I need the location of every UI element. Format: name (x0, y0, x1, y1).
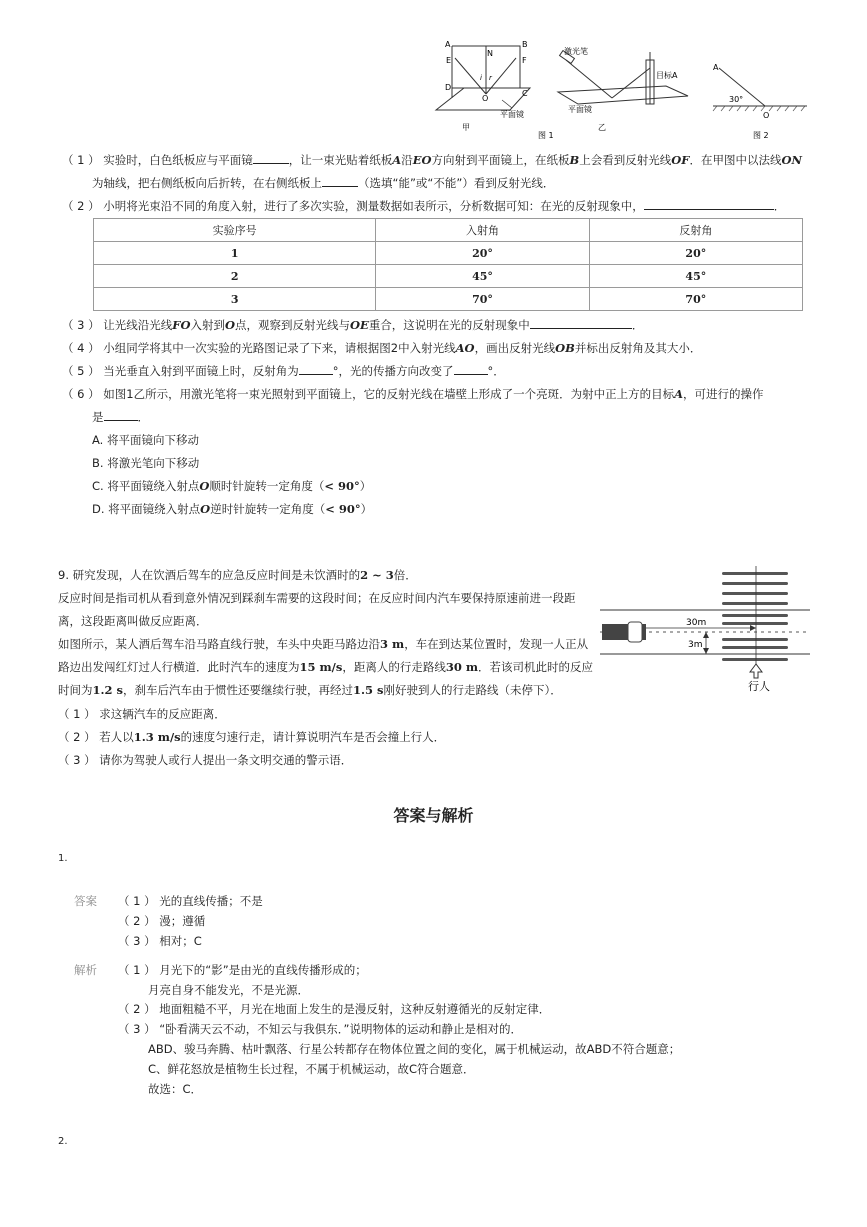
q9-line6: 时间为1.2 s，刹车后汽车由于惯性还要继续行驶，再经过1.5 s刚好驶到人的行走路线（未停下）． (58, 683, 562, 697)
distance-3m: 3m (688, 640, 703, 650)
jia-label-o: O (482, 94, 489, 103)
figure-1-yi (538, 46, 698, 140)
q8-s3: （ 3 ） 让光线沿光线FO入射到O点，观察到反射光线与OE重合，这说明在光的反射现象中 ． (62, 318, 644, 332)
q8-s1-num: （ 1 ） (62, 153, 100, 167)
table-row (94, 265, 803, 288)
jia-label-n: N (487, 49, 493, 58)
fig2-caption: 图 2 (753, 131, 769, 140)
table-row (94, 242, 803, 265)
fig1-target-label: 目标A (656, 71, 678, 80)
table-cell: 20° (376, 242, 589, 265)
answer-blank[interactable] (104, 409, 138, 421)
answer-label: 答案 (74, 894, 97, 908)
analysis-line: （ 2 ） 地面粗糙不平，月光在地面上发生的是漫反射，这种反射遵循光的反射定律． (118, 1002, 551, 1016)
q8-s1-line2: 为轴线，把右侧纸板向后折转，在右侧纸板上 （选填“能”或“不能”）看到反射光线． (92, 176, 555, 190)
answers-title: 答案与解析 (393, 806, 474, 825)
q9-s3: （ 3 ） 请你为驾驶人或行人提出一条文明交通的警示语． (58, 753, 353, 767)
q8-s2: （ 2 ） 小明将光束沿不同的角度入射，进行了多次实验，测量数据如表所示，分析数据可知：在光的反射现象中， ． (62, 199, 786, 213)
fig1-laser-label: 激光笔 (564, 47, 588, 56)
table-cell: 45° (589, 265, 802, 288)
q9-line1: 9. 研究发现，人在饮酒后驾车的应急反应时间是未饮酒时的2 ~ 3倍． (58, 568, 417, 582)
answer-blank[interactable] (454, 363, 488, 375)
jia-label-f: F (522, 56, 527, 65)
answer-line: （ 3 ） 相对；C (118, 934, 202, 948)
answer-blank[interactable] (530, 317, 632, 329)
distance-30m: 30m (686, 618, 707, 628)
jia-label-r: r (489, 74, 492, 82)
q9-s1: （ 1 ） 求这辆汽车的反应距离． (58, 707, 226, 721)
option-c[interactable]: C. 将平面镜绕入射点O顺时针旋转一定角度（< 90°） (92, 479, 372, 493)
table-cell: 70° (376, 288, 589, 311)
figure-2 (705, 58, 815, 142)
answer-blank[interactable] (322, 175, 358, 187)
fig1-caption-top: 图 1 (538, 131, 554, 140)
answer-line: （ 2 ） 漫；遵循 (118, 914, 206, 928)
q8-s6-line1: （ 6 ） 如图1乙所示，用激光笔将一束光照射到平面镜上，它的反射光线在墙壁上形成了一个亮斑．为射中正上方的目标A，可进行的操作 (62, 387, 764, 401)
answer-blank[interactable] (253, 152, 289, 164)
answer-blank[interactable] (644, 198, 774, 210)
analysis-label: 解析 (74, 963, 97, 977)
q8-s1-line1: （ 1 ） 实验时，白色纸板应与平面镜 ，让一束光贴着纸板A沿EO方向射到平面镜上，在纸板B上会看到反射光线OF．在甲图中以法线ON (62, 153, 802, 167)
analysis-line: （ 3 ） “卧看满天云不动，不知云与我俱东．”说明物体的运动和静止是相对的． (118, 1022, 522, 1036)
analysis-line: C、鲜花怒放是植物生长过程，不属于机械运动，故C符合题意． (148, 1062, 475, 1076)
table-cell: 1 (94, 242, 376, 265)
analysis-line: 故选：C． (148, 1082, 203, 1096)
jia-label-b: B (522, 40, 528, 49)
answer-blank[interactable] (299, 363, 333, 375)
q9-line3: 离，这段距离叫做反应距离． (58, 614, 208, 628)
jia-mirror-label: 平面镜 (500, 110, 524, 119)
jia-label-a: A (445, 40, 451, 49)
q8-s5: （ 5 ） 当光垂直入射到平面镜上时，反射角为 °，光的传播方向改变了 °． (62, 364, 505, 378)
road-figure (600, 566, 810, 694)
fig1-mirror-label: 平面镜 (568, 105, 592, 114)
table-cell: 3 (94, 288, 376, 311)
table-row (94, 288, 803, 311)
table-header: 实验序号 (94, 219, 376, 242)
analysis-line: ABD、骏马奔腾、枯叶飘落、行星公转都存在物体位置之间的变化，属于机械运动，故ABD不符合题意； (148, 1042, 681, 1056)
q8-s4: （ 4 ） 小组同学将其中一次实验的光路图记录了下来，请根据图2中入射光线AO，画出反射光线OB并标出反射角及其大小． (62, 341, 702, 355)
fig2-label-a: A (713, 63, 719, 72)
q9-line5: 路边出发闯红灯过人行横道．此时汽车的速度为15 m/s，距离人的行走路线30 m．若该司机此时的反应 (58, 660, 594, 674)
table-cell: 2 (94, 265, 376, 288)
jia-label-d: D (445, 83, 452, 92)
q9-line2: 反应时间是指司机从看到意外情况到踩刹车需要的这段时间；在反应时间内汽车要保持原速前进一段距 (58, 591, 576, 605)
table-cell: 20° (589, 242, 802, 265)
option-a[interactable]: A. 将平面镜向下移动 (92, 433, 199, 447)
fig2-angle: 30° (729, 95, 744, 104)
answer-line: （ 1 ） 光的直线传播；不是 (118, 894, 263, 908)
table-header-row (94, 219, 803, 242)
fig1-caption: 乙 (598, 123, 606, 132)
jia-label-c: C (522, 89, 528, 98)
q9-line4: 如图所示，某人酒后驾车沿马路直线行驶，车头中央距马路边沿3 m，车在到达某位置时，发现一人正从 (58, 637, 589, 651)
jia-caption: 甲 (462, 123, 470, 132)
option-d[interactable]: D. 将平面镜绕入射点O逆时针旋转一定角度（< 90°） (92, 502, 373, 516)
table-header: 反射角 (589, 219, 802, 242)
q8-s6-line2: 是 ． (92, 410, 149, 424)
q9-s2: （ 2 ） 若人以1.3 m/s的速度匀速行走，请计算说明汽车是否会撞上行人． (58, 730, 446, 744)
analysis-line: （ 1 ） 月光下的“影”是由光的直线传播形成的； (118, 963, 367, 977)
answer-1-num: 1. (58, 853, 68, 864)
data-table (93, 218, 803, 311)
table-header: 入射角 (376, 219, 589, 242)
table-cell: 45° (376, 265, 589, 288)
answer-2-num: 2. (58, 1136, 68, 1147)
table-cell: 70° (589, 288, 802, 311)
analysis-line: 月亮自身不能发光，不是光源． (148, 983, 309, 997)
pedestrian-label: 行人 (748, 680, 770, 693)
fig2-label-o: O (763, 111, 770, 120)
figure-jia (430, 38, 542, 138)
jia-label-i: i (480, 74, 482, 82)
jia-label-e: E (446, 56, 452, 65)
option-b[interactable]: B. 将激光笔向下移动 (92, 456, 200, 470)
